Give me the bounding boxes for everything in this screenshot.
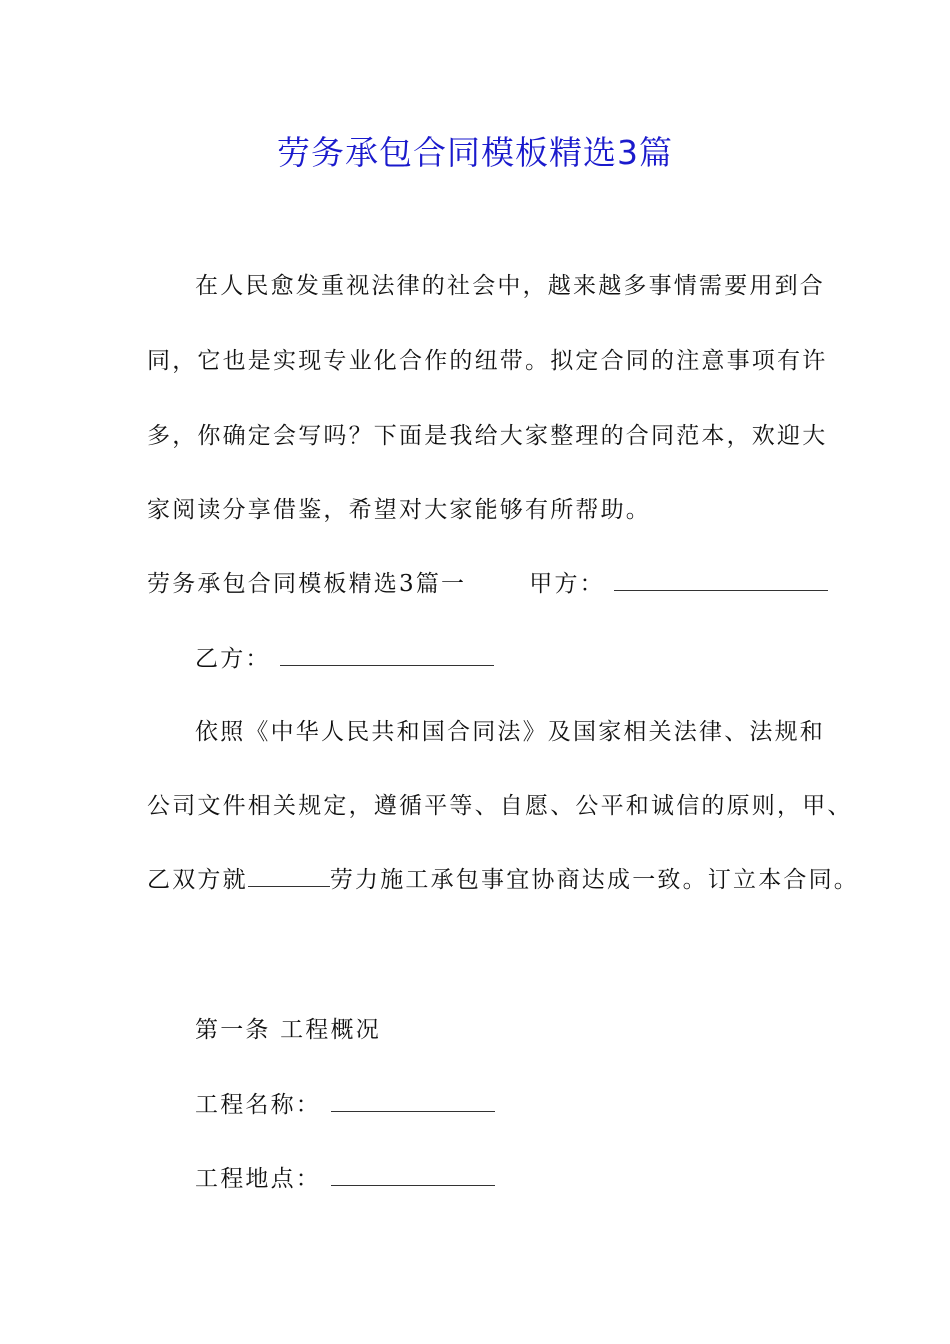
party-a-label: 甲方： [529, 571, 605, 597]
intro-line-4: 家阅读分享借鉴，希望对大家能够有所帮助。 [147, 497, 651, 523]
basis-line-1: 依照《中华人民共和国合同法》及国家相关法律、法规和 [195, 719, 825, 745]
project-name-label: 工程名称： [195, 1092, 321, 1118]
party-a-blank [614, 570, 828, 591]
project-location-line [195, 1161, 495, 1197]
project-location-blank [331, 1165, 495, 1186]
party-b-label: 乙方： [195, 646, 271, 672]
project-location-label: 工程地点： [195, 1166, 321, 1192]
section-heading: 劳务承包合同模板精选3篇一 [147, 571, 467, 597]
basis-line-3-start: 乙双方就 [147, 867, 248, 893]
basis-line-3 [147, 862, 859, 898]
party-b-line [195, 641, 494, 677]
basis-line-3-end: 劳力施工承包事宜协商达成一致。订立本合同。 [329, 867, 860, 893]
section-heading-line [147, 566, 828, 602]
work-type-blank [248, 866, 330, 887]
intro-line-1: 在人民愈发重视法律的社会中，越来越多事情需要用到合 [195, 273, 825, 299]
project-name-line [195, 1087, 495, 1123]
basis-line-2: 公司文件相关规定，遵循平等、自愿、公平和诚信的原则，甲、 [147, 793, 853, 819]
document-title: 劳务承包合同模板精选3篇 [277, 133, 673, 172]
article-1-heading: 第一条 工程概况 [195, 1017, 381, 1043]
project-name-blank [331, 1091, 495, 1112]
party-b-blank [280, 645, 494, 666]
intro-line-2: 同，它也是实现专业化合作的纽带。拟定合同的注意事项有许 [147, 348, 828, 374]
intro-line-3: 多，你确定会写吗？下面是我给大家整理的合同范本，欢迎大 [147, 423, 828, 449]
